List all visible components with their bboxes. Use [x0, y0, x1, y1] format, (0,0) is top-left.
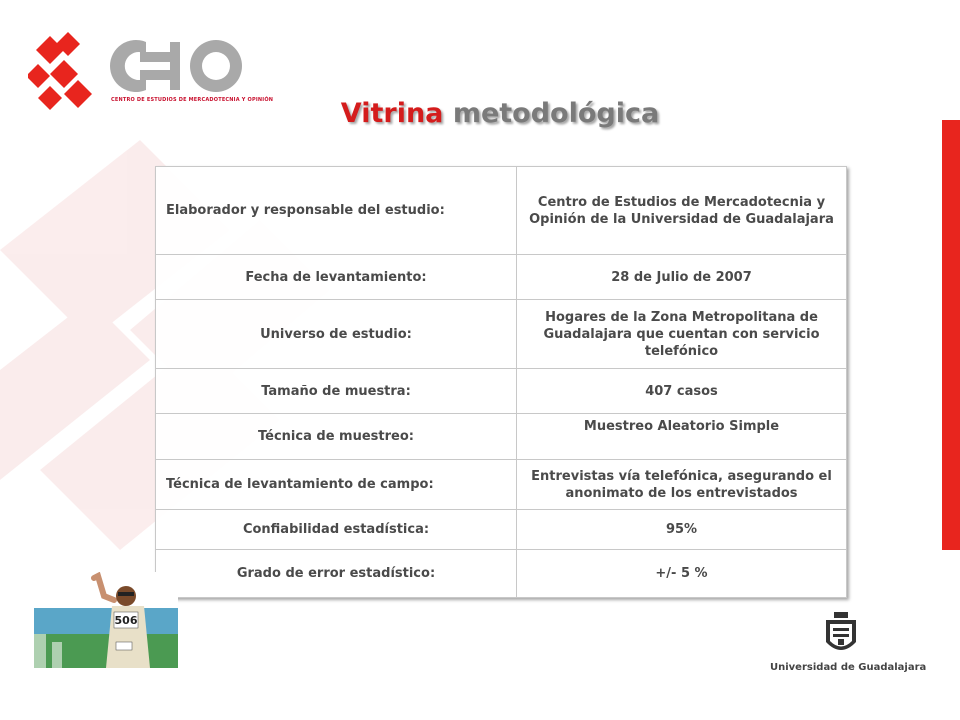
row-value: 95%: [517, 510, 847, 550]
row-value: Entrevistas vía telefónica, asegurando el anonimato de los entrevistados: [517, 460, 847, 510]
right-accent-bar: [942, 120, 960, 550]
university-crest-icon: [818, 612, 864, 658]
row-label: Confiabilidad estadística:: [156, 510, 517, 550]
title-part-metodologica: metodológica: [452, 98, 660, 129]
table-row: [156, 460, 847, 510]
university-name: Universidad de Guadalajara: [770, 662, 927, 673]
row-value: 28 de Julio de 2007: [517, 255, 847, 300]
table-row: [156, 255, 847, 300]
page-title: [0, 98, 960, 129]
table-row: [156, 300, 847, 369]
athlete-photo: [34, 572, 178, 668]
row-label: Elaborador y responsable del estudio:: [156, 167, 517, 255]
row-label: Fecha de levantamiento:: [156, 255, 517, 300]
row-label: Técnica de muestreo:: [156, 414, 517, 460]
table-row: [156, 510, 847, 550]
row-value: Centro de Estudios de Mercadotecnia y Opinión de la Universidad de Guadalajara: [517, 167, 847, 255]
table-row: [156, 414, 847, 460]
table-row: [156, 550, 847, 598]
row-label: Universo de estudio:: [156, 300, 517, 369]
row-value: Hogares de la Zona Metropolitana de Guadalajara que cuentan con servicio telefónico: [517, 300, 847, 369]
row-value: Muestreo Aleatorio Simple: [517, 414, 847, 460]
row-label: Técnica de levantamiento de campo:: [156, 460, 517, 510]
row-value: 407 casos: [517, 369, 847, 414]
logo-subtitle: CENTRO DE ESTUDIOS DE MERCADOTECNIA Y OPINIÓN: [111, 97, 274, 103]
table-row: [156, 167, 847, 255]
row-value: +/- 5 %: [517, 550, 847, 598]
title-part-vitrina: Vitrina: [340, 98, 444, 129]
table-row: [156, 369, 847, 414]
row-label: Tamaño de muestra:: [156, 369, 517, 414]
row-label: Grado de error estadístico:: [156, 550, 517, 598]
methodology-table: [155, 166, 847, 598]
bib-number: 506: [114, 614, 138, 627]
